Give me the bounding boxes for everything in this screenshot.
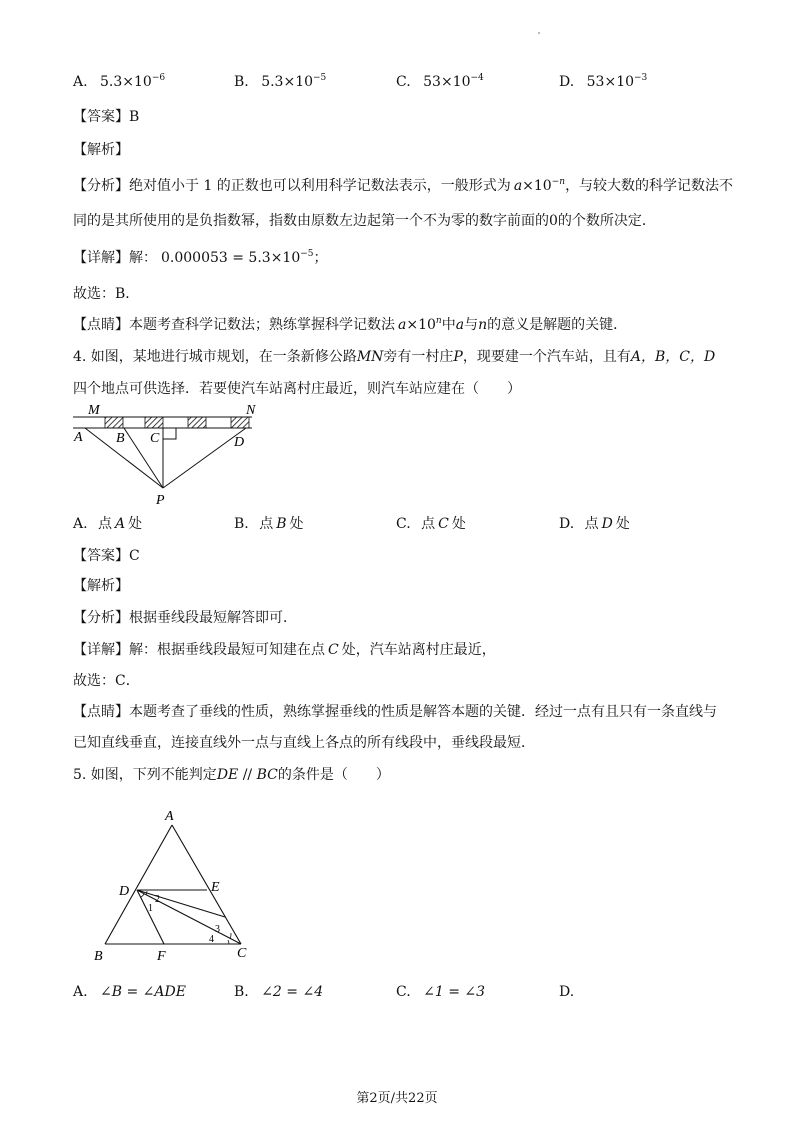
q3-fenxi-line1: 【分析】绝对值小于 1 的正数也可以利用科学记数法表示，一般形式为 $a\times 10^{-n}$，与较大数的科学记数法不 — [73, 177, 734, 194]
site-a-block — [105, 417, 123, 428]
label-angle-4: 4 — [209, 934, 214, 945]
q4-fenxi: 【分析】根据垂线段最短解答即可． — [73, 610, 297, 626]
label-a: A — [165, 809, 174, 824]
scan-dot — [538, 32, 540, 34]
site-d-block — [231, 417, 249, 428]
q4-option-a[interactable]: A. 点 A 处 — [73, 516, 143, 532]
label-c: C — [150, 431, 160, 446]
q3-answer: 【答案】B — [73, 109, 140, 125]
q5-option-a[interactable]: A. ∠B = ∠ADE — [73, 984, 186, 1000]
q3-option-d[interactable]: D. $53\times 10^{-3}$ — [559, 73, 648, 90]
label-c: C — [237, 946, 247, 961]
label-angle-3: 3 — [215, 924, 220, 935]
q3-fenxi-line2: 同的是其所使用的是负指数幂，指数由原数左边起第一个不为零的数字前面的0的个数所决定． — [73, 213, 656, 229]
label-m: M — [88, 403, 100, 418]
page-footer: 第2页/共22页 — [356, 1091, 438, 1106]
label-n: N — [246, 403, 256, 418]
q4-dianjing-line1: 【点睛】本题考查了垂线的性质，熟练掌握垂线的性质是解答本题的关键．经过一点有且只有一条直线与 — [73, 704, 717, 720]
label-p: P — [156, 493, 165, 508]
q3-guxuan: 故选：B． — [73, 286, 140, 302]
q5-figure — [85, 805, 265, 965]
q4-xiangjie: 【详解】解：根据垂线段最短可知建在点 C 处，汽车站离村庄最近， — [73, 642, 496, 658]
q4-dianjing-line2: 已知直线垂直，连接直线外一点与直线上各点的所有线段中，垂线段最短． — [73, 735, 535, 751]
q4-option-d[interactable]: D. 点 D 处 — [559, 516, 630, 532]
label-d: D — [234, 435, 245, 450]
q5-option-d[interactable]: D. — [559, 984, 575, 1000]
q3-option-c[interactable]: C. $53\times 10^{-4}$ — [396, 73, 484, 90]
label-e: E — [211, 880, 220, 895]
q3-option-b[interactable]: B. $5.3\times 10^{-5}$ — [234, 73, 327, 90]
label-b: B — [116, 431, 125, 446]
label-d: D — [119, 884, 130, 899]
q4-option-c[interactable]: C. 点 C 处 — [396, 516, 466, 532]
label-angle-2: 2 — [155, 894, 160, 905]
q3-option-a[interactable]: A. $5.3\times 10^{-6}$ — [73, 73, 166, 90]
q4-stem-line1: 4. 如图，某地进行城市规划，在一条新修公路MN旁有一村庄P，现要建一个汽车站，且有A，B，C，D — [73, 349, 716, 365]
label-b: B — [94, 949, 103, 964]
q3-jiexi: 【解析】 — [73, 142, 129, 158]
q5-option-b[interactable]: B. ∠2 = ∠4 — [234, 984, 324, 1000]
q3-dianjing: 【点睛】本题考查科学记数法；熟练掌握科学记数法 $a\times 10^n$中a与n的意义是解题的关键． — [73, 316, 628, 333]
q4-figure — [70, 402, 270, 510]
site-b-block — [145, 417, 163, 428]
q5-stem: 5. 如图，下列不能判定DE // BC的条件是（ ） — [73, 767, 390, 783]
q3-xiangjie: 【详解】解： $0.000053 = 5.3\times 10^{-5}$； — [73, 249, 328, 266]
site-c-block — [188, 417, 206, 428]
q4-stem-line2: 四个地点可供选择．若要使汽车站离村庄最近，则汽车站应建在（ ） — [73, 381, 521, 397]
q4-answer: 【答案】C — [73, 548, 140, 564]
q4-option-b[interactable]: B. 点 B 处 — [234, 516, 304, 532]
right-angle-mark — [163, 428, 176, 439]
q4-jiexi: 【解析】 — [73, 578, 129, 594]
segments-to-p — [85, 428, 246, 488]
label-f: F — [157, 949, 166, 964]
q4-guxuan: 故选：C． — [73, 673, 140, 689]
label-angle-1: 1 — [148, 903, 153, 914]
label-a: A — [74, 430, 83, 445]
q5-option-c[interactable]: C. ∠1 = ∠3 — [396, 984, 486, 1000]
